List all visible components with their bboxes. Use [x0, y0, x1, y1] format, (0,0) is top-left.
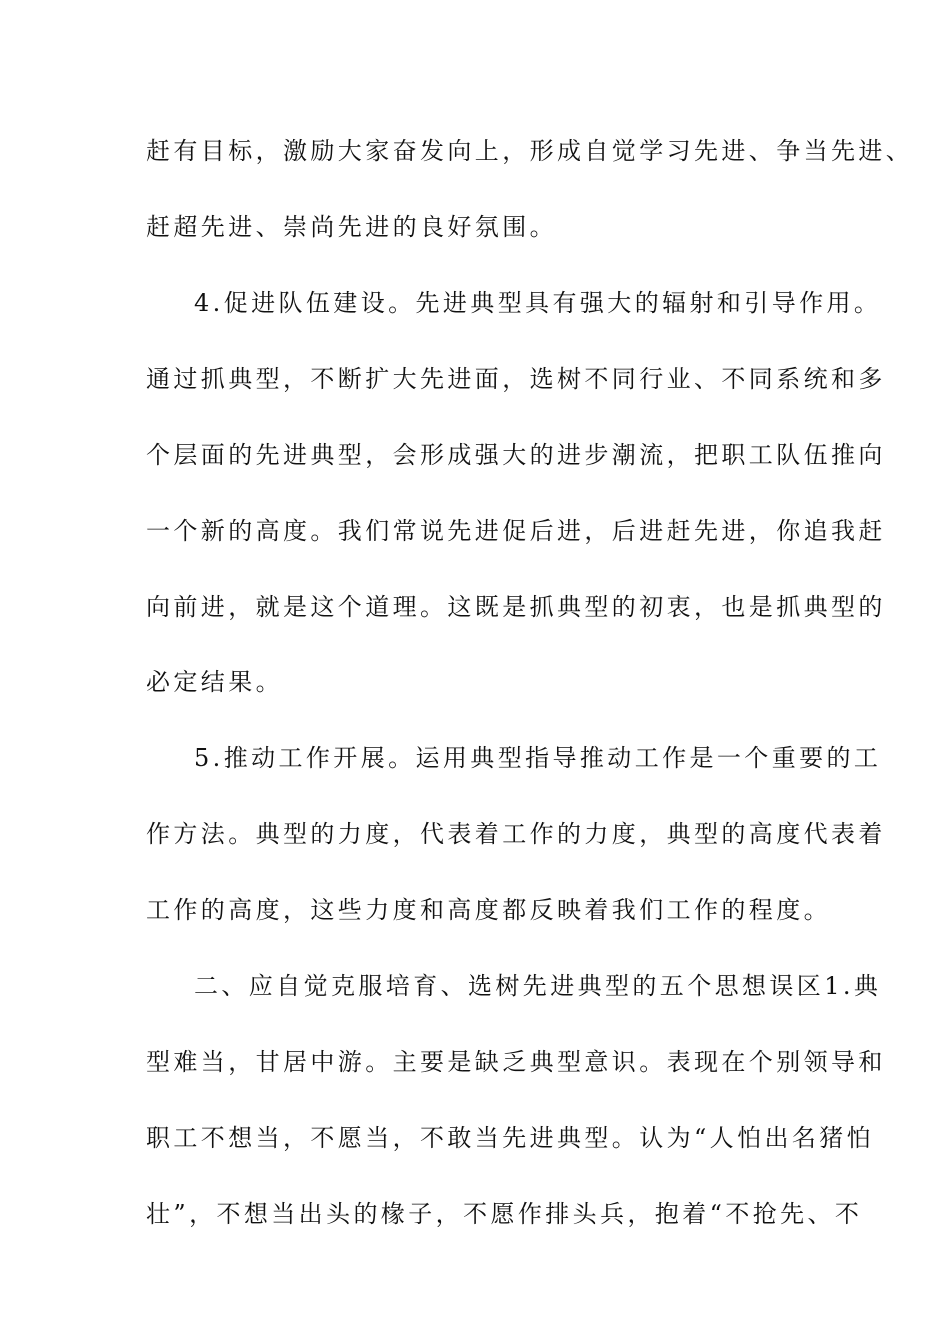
- text-line: 通过抓典型，不断扩大先进面，选树不同行业、不同系统和多: [146, 365, 886, 393]
- text-line: 必定结果。: [146, 668, 283, 696]
- text-line: 作方法。典型的力度，代表着工作的力度，典型的高度代表着: [146, 820, 886, 848]
- paragraph-start-line: 5.推动工作开展。运用典型指导推动工作是一个重要的工: [194, 744, 882, 772]
- text-line: 赶有目标，激励大家奋发向上，形成自觉学习先进、争当先进、: [146, 137, 914, 165]
- paragraph-start-line: 4.促进队伍建设。先进典型具有强大的辐射和引导作用。: [194, 289, 882, 317]
- text-line: 工作的高度，这些力度和高度都反映着我们工作的程度。: [146, 896, 831, 924]
- text-line: 职工不想当，不愿当，不敢当先进典型。认为“人怕出名猪怕: [146, 1124, 875, 1152]
- text-line: 赶超先进、崇尚先进的良好氛围。: [146, 213, 557, 241]
- text-line: 一个新的高度。我们常说先进促后进，后进赶先进，你追我赶: [146, 517, 886, 545]
- text-line: 壮”，不想当出头的椽子，不愿作排头兵，抱着“不抢先、不: [146, 1200, 863, 1228]
- text-line: 向前进，就是这个道理。这既是抓典型的初衷，也是抓典型的: [146, 593, 886, 621]
- text-line: 型难当，甘居中游。主要是缺乏典型意识。表现在个别领导和: [146, 1048, 886, 1076]
- section-heading-line: 二、应自觉克服培育、选树先进典型的五个思想误区1.典: [194, 972, 882, 1000]
- text-line: 个层面的先进典型，会形成强大的进步潮流，把职工队伍推向: [146, 441, 886, 469]
